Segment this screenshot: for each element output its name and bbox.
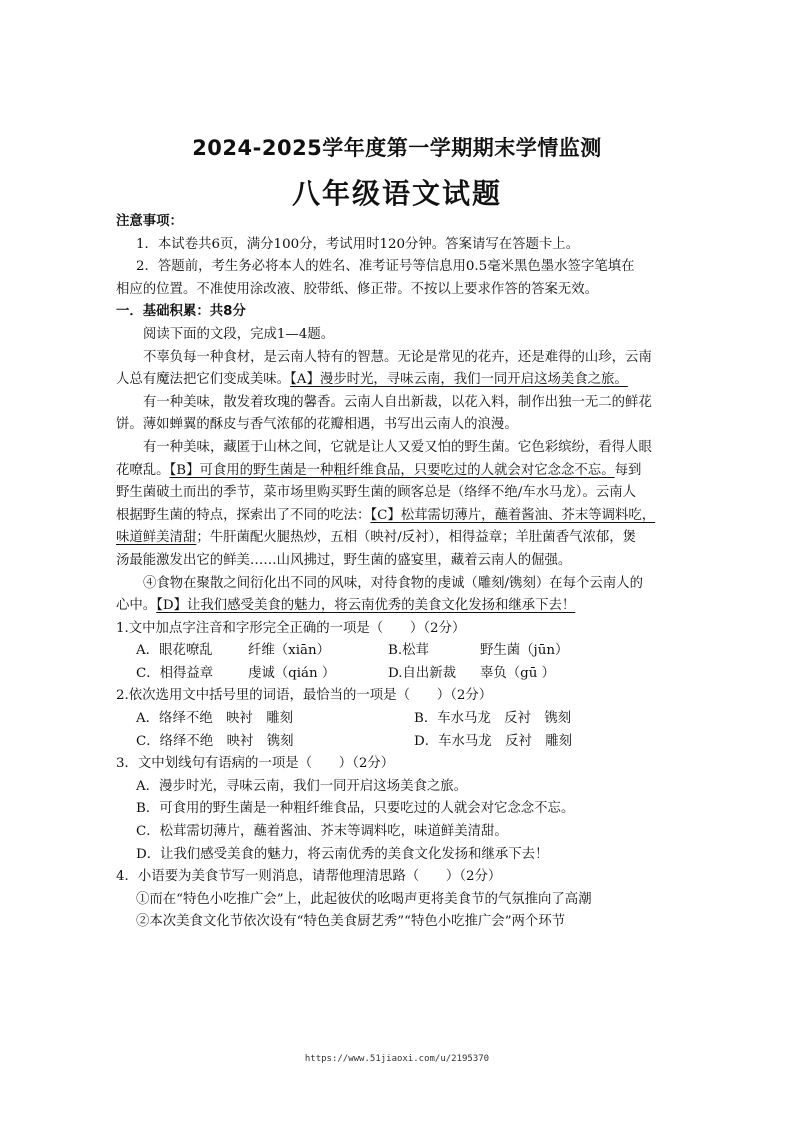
option-c-word: C．相得益章: [136, 665, 214, 681]
option-a-word: A．眼花嘹乱: [136, 643, 213, 659]
option-c: C．松茸需切薄片，蘸着酱油、芥末等调料吃，味道鲜美清甜。: [136, 824, 508, 840]
underlined-sentence-c: 【C】松茸需切薄片，蘸着酱油、芥末等调料吃，: [370, 507, 656, 523]
exam-subject-title: 八年级语文试题: [291, 177, 502, 210]
question-2-options-row: [116, 731, 688, 754]
passage-line: 有一种美味，藏匿于山林之间，它就是让人又爱又怕的野生菌。它色彩缤纷，看得人眼: [143, 439, 652, 455]
option-a-pinyin: 纤维（xiān）: [248, 643, 331, 659]
passage-line: 有一种美味，散发着玫瑰的馨香。云南人自出新裁，以花入料，制作出独一无二的鲜花: [143, 394, 652, 410]
passage-line: 饼。薄如蝉翼的酥皮与香气浓郁的花瓣相遇，书写出云南人的浪漫。: [116, 417, 518, 433]
option-b: B．可食用的野生菌是一种粗纤维食品，只要吃过的人就会对它念念不忘。: [136, 801, 575, 817]
passage-line: [116, 369, 688, 392]
passage-text: 根据野生菌的特点，探索出了不同的吃法：: [116, 507, 371, 523]
notice-line-1: 1．本试卷共6页，满分100分，考试用时120分钟。答案请写在答题卡上。: [136, 236, 580, 252]
underlined-sentence-b: 【B】可食用的野生菌是一种粗纤维食品，只要吃过的人就会对它念念不忘。: [169, 462, 615, 478]
option-d-word: D.自出新裁: [388, 665, 457, 681]
option-c-pinyin: 虔诚（qián ）: [248, 665, 336, 681]
option-a: A．络绎不绝 映衬 雕刻: [136, 711, 293, 727]
question-4-stem: 4．小语要为美食节写一则消息，请帮他理清思路（ ）（2分）: [116, 869, 502, 885]
option-c: C．络绎不绝 映衬 镌刻: [136, 733, 294, 749]
question-1-options-row: [116, 640, 688, 663]
question-2-stem: 2.依次选用文中括号里的词语，最恰当的一项是（ ）（2分）: [116, 688, 493, 704]
underlined-sentence-d: 【D】让我们感受美食的魅力，将云南优秀的美食文化发扬和继承下去！: [156, 598, 576, 614]
section-heading: 一．基础积累：共8分: [116, 304, 246, 320]
notice-heading: 注意事项：: [116, 214, 183, 229]
question-2-options-row: [116, 708, 688, 731]
passage-text: 人总有魔法把它们变成美味。: [116, 372, 291, 388]
passage-text: 花嘹乱。: [116, 462, 170, 478]
passage-line: 不辜负每一种食材，是云南人特有的智慧。无论是常见的花卉，还是难得的山珍，云南: [143, 349, 652, 365]
footer-watermark-url: [0, 1054, 794, 1064]
passage-line: 汤最能激发出它的鲜美……山风拂过，野生菌的盛宴里，藏着云南人的倔强。: [116, 552, 572, 568]
passage-text: 每到: [614, 462, 642, 478]
passage-line: ④食物在聚散之间衍化出不同的风味，对待食物的虔诚（雕刻/镌刻）在每个云南人的: [143, 575, 643, 591]
notice-line-2: 2．答题前，考生务必将本人的姓名、准考证号等信息用0.5毫米黑色墨水签字笔填在: [136, 259, 635, 275]
option-d: D．车水马龙 反衬 雕刻: [414, 733, 573, 749]
underlined-sentence-a: 【A】漫步时光，寻味云南，我们一同开启这场美食之旅。: [290, 372, 628, 388]
passage-text: 心中。: [116, 598, 157, 614]
passage-line: [116, 595, 688, 618]
passage-line: [116, 505, 688, 528]
option-b-pinyin: 野生菌（jūn）: [480, 643, 569, 659]
question-1-stem: 1.文中加点字注音和字形完全正确的一项是（ ）（2分）: [116, 620, 466, 636]
underlined-sentence-c-end: 味道鲜美清甜: [116, 530, 197, 546]
passage-line: [116, 527, 688, 550]
notice-line-3: 相应的位置。不准使用涂改液、胶带纸、修正带。不按以上要求作答的答案无效。: [116, 281, 599, 297]
section-intro: 阅读下面的文段，完成1—4题。: [143, 326, 335, 342]
sentence-1: ①而在“特色小吃推广会”上，此起彼伏的吆喝声更将美食节的气氛推向了高潮: [136, 891, 592, 907]
question-1-options-row: [116, 663, 688, 686]
passage-line: 野生菌破土而出的季节，菜市场里购买野生菌的顾客总是（络绎不绝/车水马龙）。云南人: [116, 485, 637, 501]
exam-body: [116, 211, 688, 934]
option-b-word: B.松茸: [388, 643, 429, 659]
question-3-stem: 3．文中划线句有语病的一项是（ ）（2分）: [116, 756, 395, 772]
sentence-2: ②本次美食文化节依次设有“特色美食厨艺秀”“特色小吃推广会”两个环节: [136, 914, 566, 930]
option-a: A．漫步时光，寻味云南，我们一同开启这场美食之旅。: [136, 778, 468, 794]
passage-text: ；牛肝菌配火腿热炒，五相（映衬/反衬），相得益章；羊肚菌香气浓郁，煲: [196, 530, 637, 546]
option-d-pinyin: 辜负（gū ）: [480, 665, 556, 681]
option-b: B．车水马龙 反衬 镌刻: [414, 711, 572, 727]
footer-url: https://www.51jiaoxi.com/u/2195370: [304, 1054, 490, 1064]
option-d: D．让我们感受美食的魅力，将云南优秀的美食文化发扬和继承下去！: [136, 846, 549, 862]
exam-title: 2024-2025学年度第一学期期末学情监测: [192, 136, 602, 160]
passage-line: [116, 460, 688, 483]
